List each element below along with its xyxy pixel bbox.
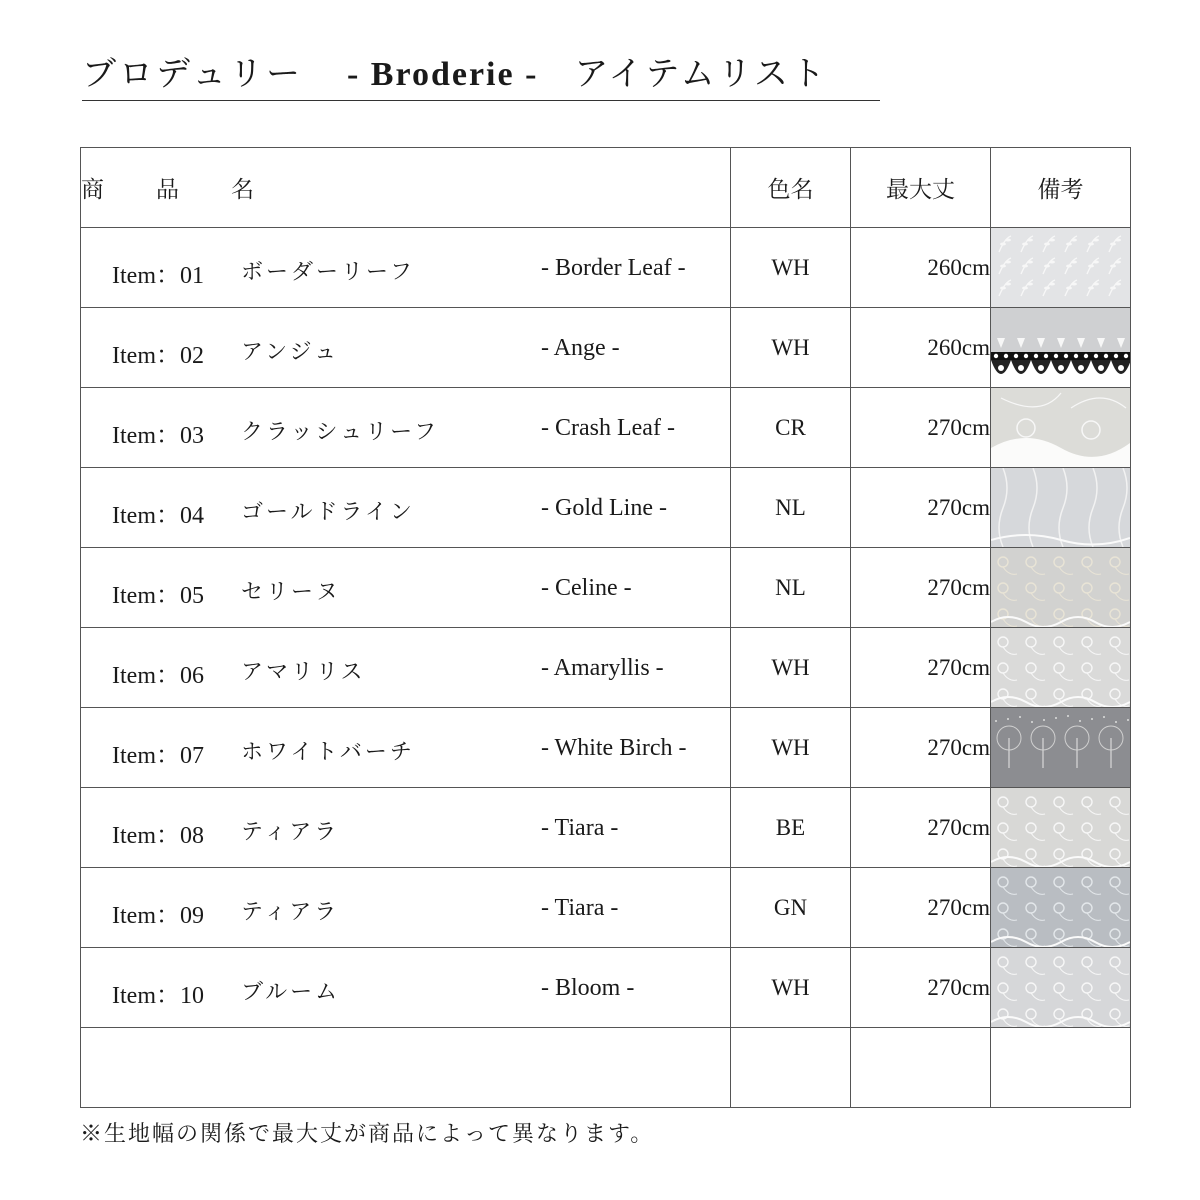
max-length: 270cm (851, 548, 991, 628)
fabric-swatch-svg (991, 788, 1130, 867)
fabric-swatch-svg (991, 468, 1130, 547)
fabric-swatch-svg (991, 868, 1130, 947)
item-number: Item：07 (112, 743, 204, 769)
fabric-swatch-cell (991, 388, 1131, 468)
max-length: 270cm (851, 788, 991, 868)
max-length: 270cm (851, 708, 991, 788)
color-code: WH (731, 708, 851, 788)
fabric-swatch-cell (991, 228, 1131, 308)
fabric-swatch-image (991, 788, 1130, 867)
fabric-swatch-svg (991, 228, 1130, 307)
product-name-cell (81, 948, 731, 1028)
fabric-swatch-cell (991, 868, 1131, 948)
item-name-en: - Bloom - (541, 975, 635, 1001)
item-name-jp: アンジュ (241, 340, 340, 365)
item-number: Item：09 (112, 903, 204, 929)
color-code: WH (731, 228, 851, 308)
color-code: WH (731, 628, 851, 708)
product-name-cell (81, 868, 731, 948)
max-length: 260cm (851, 228, 991, 308)
table-row (81, 868, 1131, 948)
color-code: WH (731, 308, 851, 388)
product-name-cell (81, 628, 731, 708)
fabric-swatch-svg (991, 628, 1130, 707)
header-name-char: 名 (231, 177, 254, 203)
fabric-swatch-image (991, 308, 1130, 387)
fabric-swatch-image (991, 388, 1130, 467)
empty-cell (731, 1028, 851, 1108)
color-code: BE (731, 788, 851, 868)
product-name-cell (81, 708, 731, 788)
item-name-jp: クラッシュリーフ (241, 420, 440, 445)
fabric-swatch-image (991, 228, 1130, 307)
product-name-cell (81, 308, 731, 388)
item-name-jp: アマリリス (241, 660, 366, 685)
fabric-swatch-cell (991, 708, 1131, 788)
empty-cell (851, 1028, 991, 1108)
fabric-swatch-svg (991, 948, 1130, 1027)
max-length: 270cm (851, 948, 991, 1028)
color-code: CR (731, 388, 851, 468)
table-row (81, 228, 1131, 308)
fabric-swatch-cell (991, 628, 1131, 708)
fabric-swatch-cell (991, 308, 1131, 388)
item-number: Item：10 (112, 983, 204, 1009)
item-number: Item：04 (112, 503, 204, 529)
page-title (82, 52, 880, 101)
fabric-swatch-cell (991, 548, 1131, 628)
item-name-en: - Border Leaf - (541, 255, 686, 281)
color-code: GN (731, 868, 851, 948)
max-length: 270cm (851, 388, 991, 468)
max-length: 270cm (851, 868, 991, 948)
header-product-name (81, 148, 731, 228)
color-code: NL (731, 468, 851, 548)
header-color: 色名 (731, 148, 851, 228)
fabric-swatch-image (991, 468, 1130, 547)
header-name-char: 品 (156, 177, 179, 203)
fabric-swatch-svg (991, 548, 1130, 627)
item-name-en: - Ange - (541, 335, 620, 361)
header-name-char: 商 (81, 177, 104, 203)
header-max-length: 最大丈 (851, 148, 991, 228)
item-number: Item：01 (112, 263, 204, 289)
fabric-swatch-image (991, 628, 1130, 707)
table-row-empty (81, 1028, 1131, 1108)
color-code: NL (731, 548, 851, 628)
item-name-jp: ボーダーリーフ (241, 260, 415, 285)
table-row (81, 788, 1131, 868)
table-row (81, 628, 1131, 708)
fabric-swatch-cell (991, 468, 1131, 548)
fabric-swatch-image (991, 548, 1130, 627)
product-name-cell (81, 228, 731, 308)
title-suffix: アイテムリスト (574, 54, 828, 94)
item-name-jp: セリーヌ (241, 580, 342, 605)
item-table (80, 147, 1131, 1108)
fabric-swatch-svg (991, 708, 1130, 787)
product-name-cell (81, 548, 731, 628)
max-length: 260cm (851, 308, 991, 388)
title-en: - Broderie - (346, 56, 539, 93)
fabric-swatch-svg (991, 388, 1130, 467)
header-remarks: 備考 (991, 148, 1131, 228)
table-row (81, 468, 1131, 548)
footnote: ※生地幅の関係で最大丈が商品によって異なります。 (80, 1122, 655, 1147)
title-jp: ブロデュリー (82, 54, 303, 94)
table-row (81, 548, 1131, 628)
item-name-jp: ブルーム (241, 980, 341, 1005)
table-row (81, 948, 1131, 1028)
item-name-jp: ティアラ (241, 900, 340, 925)
item-name-en: - Amaryllis - (541, 655, 664, 681)
product-name-cell (81, 468, 731, 548)
item-number: Item：08 (112, 823, 204, 849)
table-header-row (81, 148, 1131, 228)
item-name-en: - White Birch - (541, 735, 687, 761)
empty-cell (81, 1028, 731, 1108)
table-row (81, 388, 1131, 468)
product-name-cell (81, 388, 731, 468)
item-name-jp: ティアラ (241, 820, 340, 845)
item-name-en: - Tiara - (541, 815, 619, 841)
item-name-jp: ゴールドライン (241, 500, 415, 525)
item-name-en: - Crash Leaf - (541, 415, 675, 441)
empty-cell (991, 1028, 1131, 1108)
table-row (81, 708, 1131, 788)
color-code: WH (731, 948, 851, 1028)
item-name-en: - Celine - (541, 575, 632, 601)
max-length: 270cm (851, 468, 991, 548)
item-number: Item：03 (112, 423, 204, 449)
item-name-en: - Tiara - (541, 895, 619, 921)
item-name-en: - Gold Line - (541, 495, 667, 521)
fabric-swatch-cell (991, 788, 1131, 868)
fabric-swatch-image (991, 948, 1130, 1027)
fabric-swatch-image (991, 708, 1130, 787)
item-number: Item：02 (112, 343, 204, 369)
table-row (81, 308, 1131, 388)
fabric-swatch-cell (991, 948, 1131, 1028)
item-name-jp: ホワイトバーチ (241, 740, 415, 765)
max-length: 270cm (851, 628, 991, 708)
item-number: Item：06 (112, 663, 204, 689)
fabric-swatch-svg (991, 308, 1130, 387)
item-number: Item：05 (112, 583, 204, 609)
fabric-swatch-image (991, 868, 1130, 947)
product-name-cell (81, 788, 731, 868)
